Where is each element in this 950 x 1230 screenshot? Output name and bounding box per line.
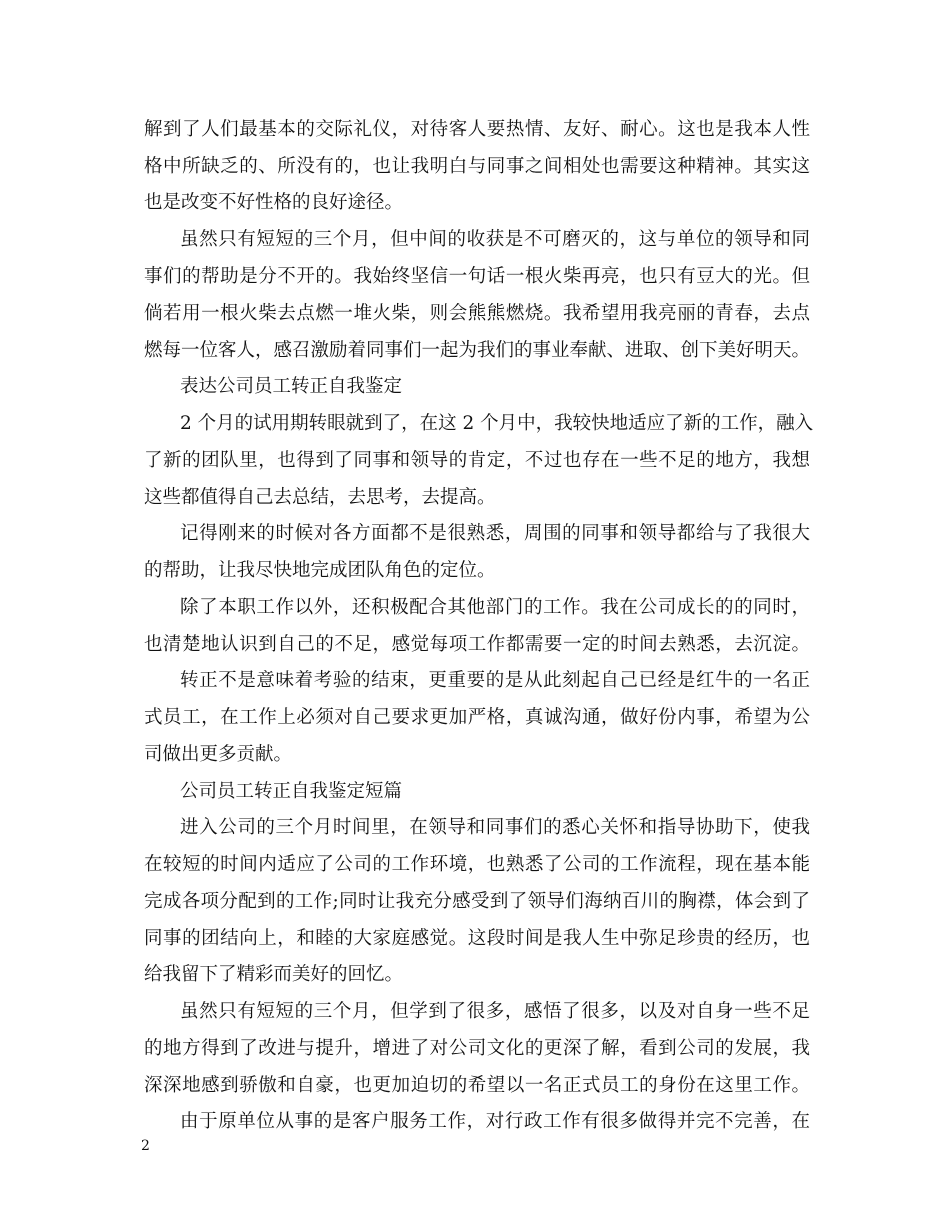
paragraph-first-line: 2 个月的试用期转眼就到了，在这 2 个月中，我较快地适应了新的工作，融入 xyxy=(180,413,814,434)
body-text-line: 也是改变不好性格的良好途径。 xyxy=(144,192,404,213)
body-text-line: 给我留下了精彩而美好的回忆。 xyxy=(144,964,404,985)
body-text-line: 的地方得到了改进与提升，增进了对公司文化的更深了解，看到公司的发展，我 xyxy=(144,1038,810,1059)
body-text-line: 了新的团队里，也得到了同事和领导的肯定，不过也存在一些不足的地方，我想 xyxy=(144,450,810,471)
body-text-line: 格中所缺乏的、所没有的，也让我明白与同事之间相处也需要这种精神。其实这 xyxy=(144,156,810,177)
body-text-line: 倘若用一根火柴去点燃一堆火柴，则会熊熊燃烧。我希望用我亮丽的青春，去点 xyxy=(144,303,810,324)
body-text-line: 完成各项分配到的工作;同时让我充分感受到了领导们海纳百川的胸襟，体会到了 xyxy=(144,891,810,912)
body-text-line: 在较短的时间内适应了公司的工作环境，也熟悉了公司的工作流程，现在基本能 xyxy=(144,854,810,875)
body-text-line: 解到了人们最基本的交际礼仪，对待客人要热情、友好、耐心。这也是我本人性 xyxy=(144,119,810,140)
body-text-line: 式员工，在工作上必须对自己要求更加严格，真诚沟通，做好份内事，希望为公 xyxy=(144,707,810,728)
body-text-line: 深深地感到骄傲和自豪，也更加迫切的希望以一名正式员工的身份在这里工作。 xyxy=(144,1075,810,1096)
paragraph-first-line: 由于原单位从事的是客户服务工作，对行政工作有很多做得并完不完善，在 xyxy=(180,1111,810,1132)
paragraph-first-line: 除了本职工作以外，还积极配合其他部门的工作。我在公司成长的的同时， xyxy=(180,597,810,618)
paragraph-first-line: 转正不是意味着考验的结束，更重要的是从此刻起自己已经是红牛的一名正 xyxy=(180,670,810,691)
page-number: 2 xyxy=(141,1138,150,1154)
paragraph-first-line: 进入公司的三个月时间里，在领导和同事们的悉心关怀和指导协助下，使我 xyxy=(180,817,810,838)
paragraph-first-line: 虽然只有短短的三个月，但学到了很多，感悟了很多，以及对自身一些不足 xyxy=(180,1001,810,1022)
body-text-line: 司做出更多贡献。 xyxy=(144,744,293,765)
section-heading: 公司员工转正自我鉴定短篇 xyxy=(180,781,403,802)
body-text-line: 事们的帮助是分不开的。我始终坚信一句话一根火柴再亮，也只有豆大的光。但 xyxy=(144,266,810,287)
body-text-line: 燃每一位客人，感召激励着同事们一起为我们的事业奉献、进取、创下美好明天。 xyxy=(144,340,811,361)
body-text-line: 的帮助，让我尽快地完成团队角色的定位。 xyxy=(144,560,496,581)
body-text-line: 也清楚地认识到自己的不足，感觉每项工作都需要一定的时间去熟悉，去沉淀。 xyxy=(144,634,810,655)
section-heading: 表达公司员工转正自我鉴定 xyxy=(180,376,403,397)
paragraph-first-line: 记得刚来的时候对各方面都不是很熟悉，周围的同事和领导都给与了我很大 xyxy=(180,523,810,544)
paragraph-first-line: 虽然只有短短的三个月，但中间的收获是不可磨灭的，这与单位的领导和同 xyxy=(180,229,810,250)
body-text-line: 同事的团结向上，和睦的大家庭感觉。这段时间是我人生中弥足珍贵的经历，也 xyxy=(144,928,810,949)
body-text-line: 这些都值得自己去总结，去思考，去提高。 xyxy=(144,487,496,508)
